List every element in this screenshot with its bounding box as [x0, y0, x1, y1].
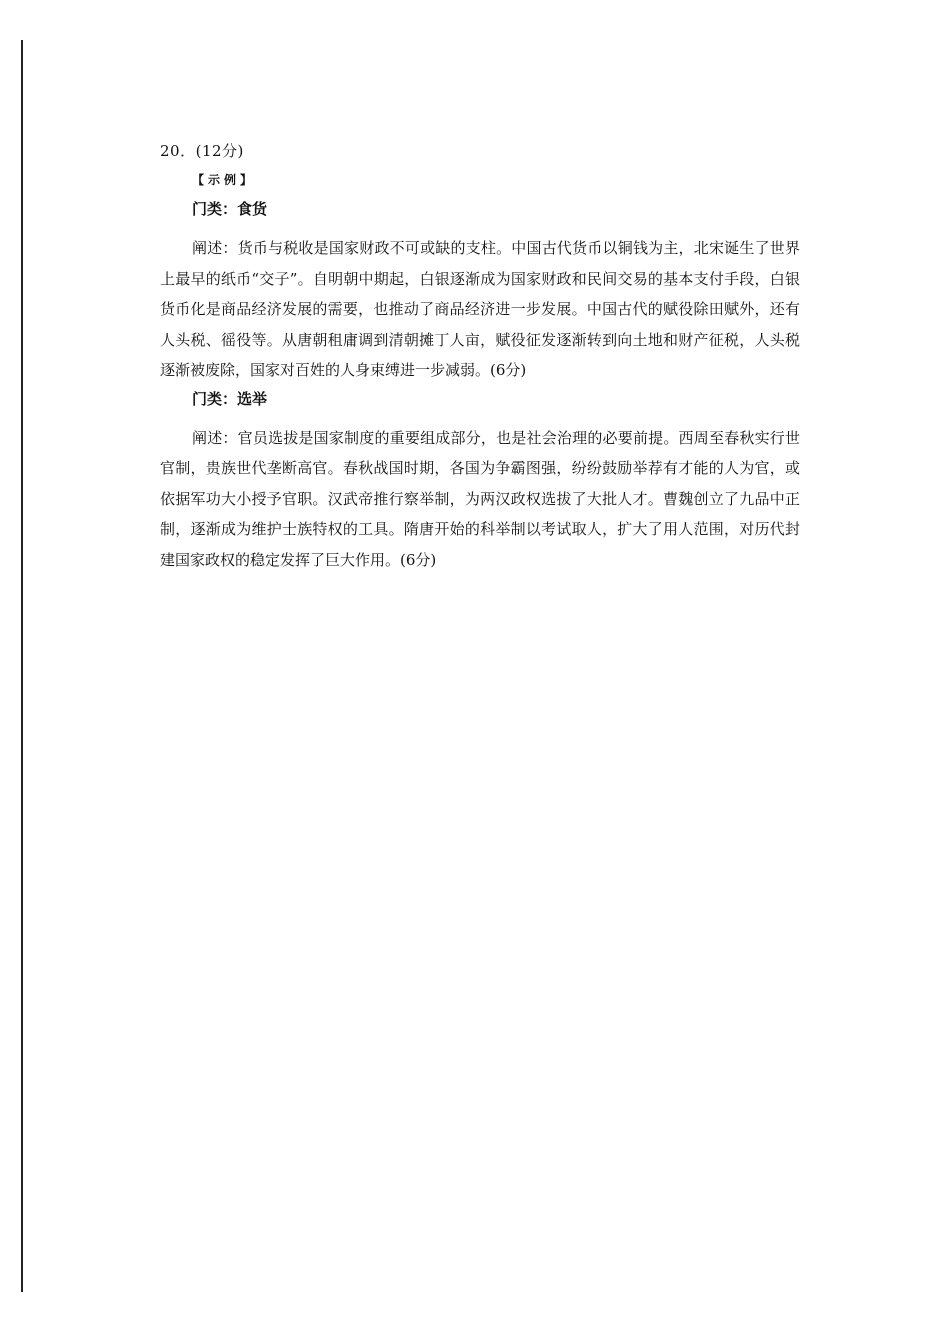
section-currency [160, 198, 800, 386]
category-heading: 门类：食货 [192, 200, 268, 218]
category-heading: 门类：选举 [192, 389, 268, 408]
example-label: 【示例】 [192, 173, 257, 187]
section-selection [160, 388, 800, 576]
answer-content [160, 140, 800, 577]
question-number: 20．(12分) [160, 142, 244, 160]
page-margin-line [21, 40, 23, 1292]
description-paragraph: 阐述：货币与税收是国家财政不可或缺的支柱。中国古代货币以铜钱为主，北宋诞生了世界上最早的纸币“交子”。自明朝中期起，白银逐渐成为国家财政和民间交易的基本支付手段，白银货币化是商品经济发展的需要，也推动了商品经济进一步发展。中国古代的赋役除田赋外，还有人头税、徭役等。从唐朝租庸调到清朝摊丁人亩，赋役征发逐渐转到向土地和财产征税，人头税逐渐被废除，国家对百姓的人身束缚进一步减弱。(6分) [160, 239, 800, 379]
description-paragraph: 阐述：官员选拔是国家制度的重要组成部分，也是社会治理的必要前提。西周至春秋实行世官制，贵族世代垄断高官。春秋战国时期，各国为争霸图强，纷纷鼓励举荐有才能的人为官，或依据军功大小授予官职。汉武帝推行察举制，为两汉政权选拔了大批人才。曹魏创立了九品中正制，逐渐成为维护士族特权的工具。隋唐开始的科举制以考试取人，扩大了用人范围，对历代封建国家政权的稳定发挥了巨大作用。(6分) [160, 428, 800, 569]
